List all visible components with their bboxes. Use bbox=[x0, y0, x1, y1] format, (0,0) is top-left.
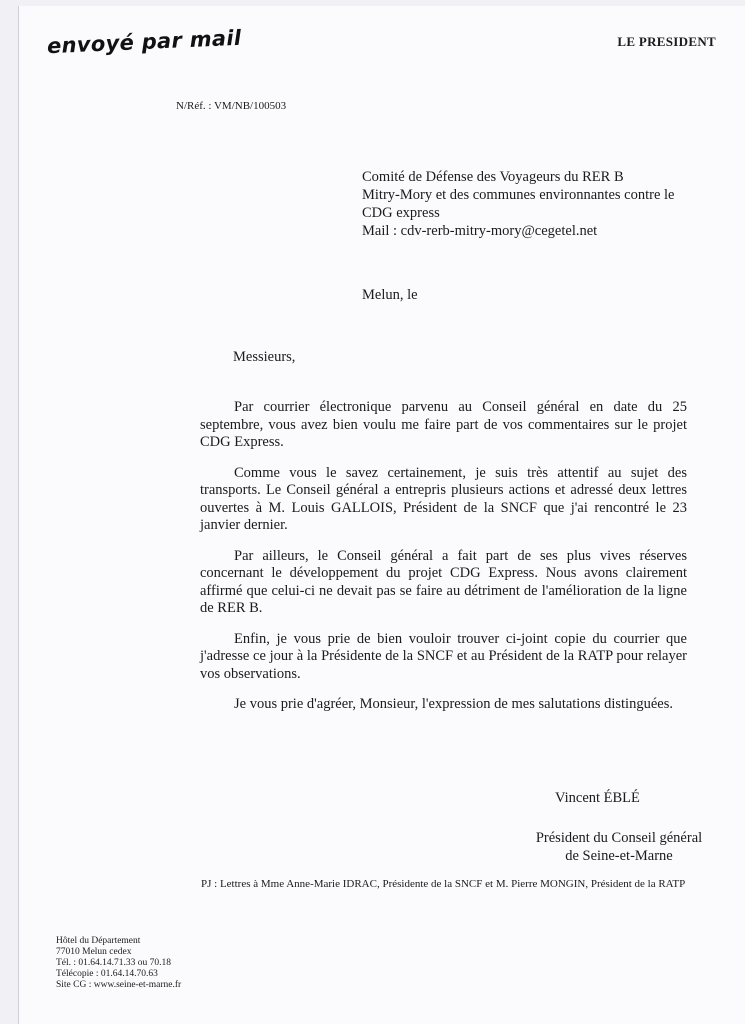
footer-website: Site CG : www.seine-et-marne.fr bbox=[56, 980, 182, 990]
recipient-line: Comité de Défense des Voyageurs du RER B bbox=[362, 169, 624, 185]
sender-address-footer bbox=[56, 936, 181, 991]
recipient-address bbox=[362, 168, 674, 240]
sent-by-mail-stamp: envoyé par mail bbox=[46, 25, 242, 59]
footer-line: 77010 Melun cedex bbox=[56, 947, 132, 957]
salutation: Messieurs, bbox=[233, 349, 296, 365]
footer-fax: Télécopie : 01.64.14.70.63 bbox=[56, 969, 158, 979]
body-paragraph: Par courrier électronique parvenu au Conseil général en date du 25 septembre, vous avez bien voulu me faire part de vos commentaires sur le projet CDG Express. bbox=[200, 399, 687, 450]
footer-phone: Tél. : 01.64.14.71.33 ou 70.18 bbox=[56, 958, 172, 968]
header-title: LE PRESIDENT bbox=[617, 34, 716, 49]
signatory-title bbox=[514, 829, 724, 865]
letter-body bbox=[200, 399, 687, 727]
body-paragraph: Enfin, je vous prie de bien vouloir trouver ci-joint copie du courrier que j'adresse ce jour à la Présidente de la SNCF et au Président de la RATP pour relayer vos observations. bbox=[200, 630, 687, 682]
body-paragraph: Comme vous le savez certainement, je suis très attentif au sujet des transports. Le Conseil général a entrepris plusieurs actions et adressé deux lettres ouvertes à M. Louis GALLOIS, Président de la SNCF que j'ai rencontré le 23 janvier dernier. bbox=[200, 464, 687, 533]
reference-number: N/Réf. : VM/NB/100503 bbox=[176, 100, 287, 112]
recipient-email: Mail : cdv-rerb-mitry-mory@cegetel.net bbox=[362, 223, 598, 239]
signatory-title-line: de Seine-et-Marne bbox=[565, 848, 673, 864]
closing-formula: Je vous prie d'agréer, Monsieur, l'expression de mes salutations distinguées. bbox=[234, 696, 673, 712]
signatory-name: Vincent ÉBLÉ bbox=[555, 790, 640, 806]
signatory-title-line: Président du Conseil général bbox=[535, 830, 703, 846]
attachments-note: PJ : Lettres à Mme Anne-Marie IDRAC, Présidente de la SNCF et M. Pierre MONGIN, Président de la RATP bbox=[201, 878, 686, 890]
body-paragraph: Par ailleurs, le Conseil général a fait part de ses plus vives réserves concernant le développement du projet CDG Express. Nous avons clairement affirmé que celui-ci ne devait pas se faire au détriment de l'amélioration de la ligne de RER B. bbox=[200, 547, 687, 616]
place-date: Melun, le bbox=[362, 287, 418, 303]
recipient-line: Mitry-Mory et des communes environnantes contre le bbox=[362, 187, 675, 203]
footer-line: Hôtel du Département bbox=[56, 936, 141, 946]
recipient-line: CDG express bbox=[362, 205, 440, 221]
